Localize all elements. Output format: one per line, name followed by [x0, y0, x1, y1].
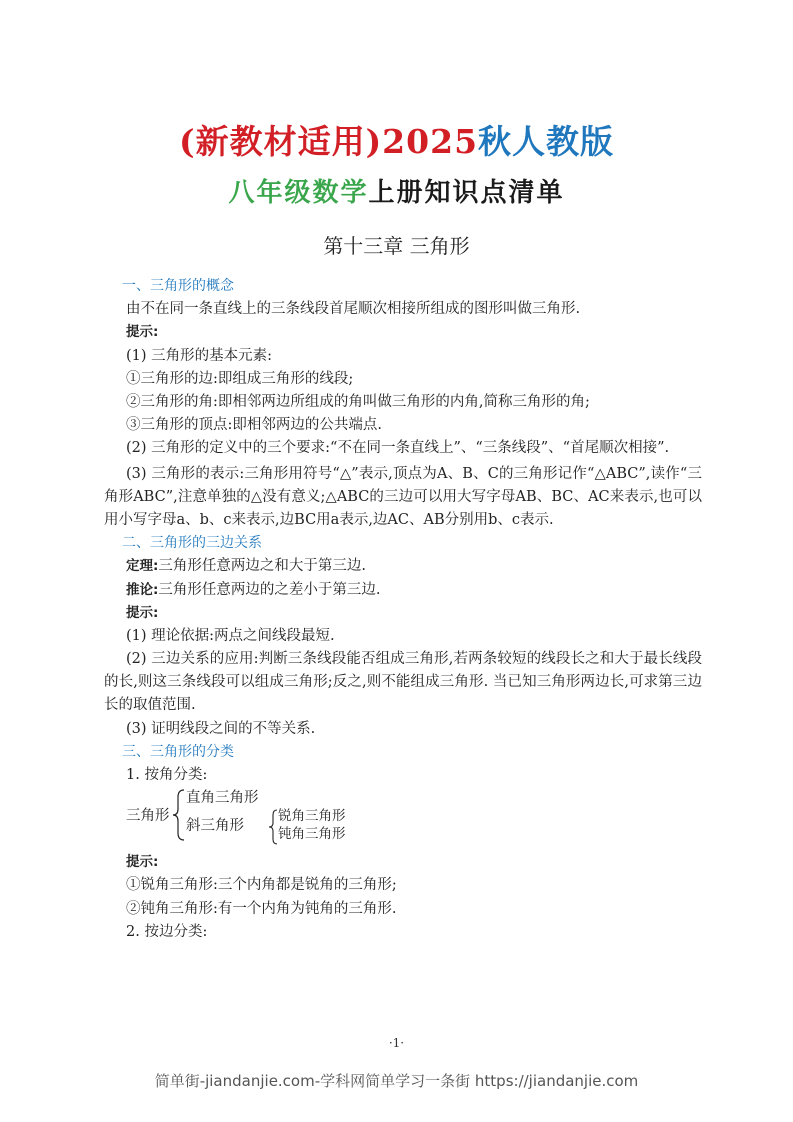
- page-number: ·1·: [388, 1036, 405, 1050]
- tip-label: 提示:: [126, 854, 159, 871]
- document-title: [0, 116, 793, 163]
- brace-icon: [172, 789, 186, 841]
- paragraph: (2) 三角形的定义中的三个要求:“不在同一条直线上”、“三条线段”、“首尾顺次相接”.: [126, 440, 670, 457]
- paragraph: [104, 555, 702, 578]
- section-heading-3: 三、三角形的分类: [122, 743, 234, 760]
- paragraph: (1) 三角形的基本元素:: [126, 347, 273, 364]
- paragraph: ②钝角三角形:有一个内角为钝角的三角形.: [126, 900, 397, 917]
- paragraph: 2. 按边分类:: [126, 923, 208, 940]
- section-heading-2: 二、三角形的三边关系: [122, 535, 262, 552]
- diagram-right-triangle: 直角三角形: [186, 790, 259, 807]
- main-content: [104, 275, 702, 944]
- tip-label: 提示:: [126, 324, 159, 341]
- paragraph: (3) 证明线段之间的不等关系.: [126, 720, 316, 737]
- corollary-text: 三角形任意两边的之差小于第三边.: [158, 581, 381, 598]
- subtitle-black-part: 上册知识点清单: [368, 178, 565, 208]
- diagram-root: 三角形: [126, 808, 170, 825]
- theorem-text: 三角形任意两边之和大于第三边.: [158, 558, 367, 575]
- diagram-oblique-triangle: 斜三角形: [186, 818, 244, 835]
- section-heading-1: 一、三角形的概念: [122, 278, 234, 294]
- paragraph: 1. 按角分类:: [126, 767, 208, 784]
- tip-label: 提示:: [126, 604, 159, 621]
- brace-icon: [268, 809, 278, 845]
- title-blue-part: 秋人教版: [478, 122, 615, 161]
- document-subtitle: [0, 172, 793, 209]
- diagram-acute-triangle: 锐角三角形: [278, 808, 346, 825]
- chapter-heading: 第十三章 三角形: [323, 234, 470, 258]
- paragraph: (3) 三角形的表示:三角形用符号“△”表示,顶点为A、B、C的三角形记作“△ABC”,读作“三角形ABC”,注意单独的△没有意义;△ABC的三边可以用大写字母AB、BC、AC来表示,也可以用小写字母a、b、c来表示,边BC用a表示,边AC、AB分别用b、c表示.: [104, 465, 702, 528]
- paragraph: [104, 579, 702, 602]
- diagram-obtuse-triangle: 钝角三角形: [278, 826, 346, 843]
- paragraph: ①锐角三角形:三个内角都是锐角的三角形;: [126, 877, 397, 894]
- page-footer: 简单街-jiandanjie.com-学科网简单学习一条街 https://jiandanjie.com: [154, 1072, 639, 1090]
- paragraph: ①三角形的边:即组成三角形的线段;: [126, 370, 354, 387]
- paragraph: ③三角形的顶点:即相邻两边的公共端点.: [126, 417, 382, 434]
- paragraph: ②三角形的角:即相邻两边所组成的角叫做三角形的内角,简称三角形的角;: [126, 393, 590, 410]
- theorem-label: 定理:: [126, 558, 159, 575]
- classification-diagram: [126, 787, 702, 847]
- paragraph: (2) 三边关系的应用:判断三条线段能否组成三角形,若两条较短的线段长之和大于最长线段的长,则这三条线段可以组成三角形;反之,则不能组成三角形. 当已知三角形两边长,可求第三边长的取值范围.: [104, 651, 702, 714]
- title-red-part: (新教材适用)2025: [178, 122, 479, 161]
- paragraph: 由不在同一条直线上的三条线段首尾顺次相接所组成的图形叫做三角形.: [126, 301, 581, 318]
- subtitle-green-part: 八年级数学: [228, 178, 369, 208]
- paragraph: (1) 理论依据:两点之间线段最短.: [126, 627, 335, 644]
- corollary-label: 推论:: [126, 581, 159, 598]
